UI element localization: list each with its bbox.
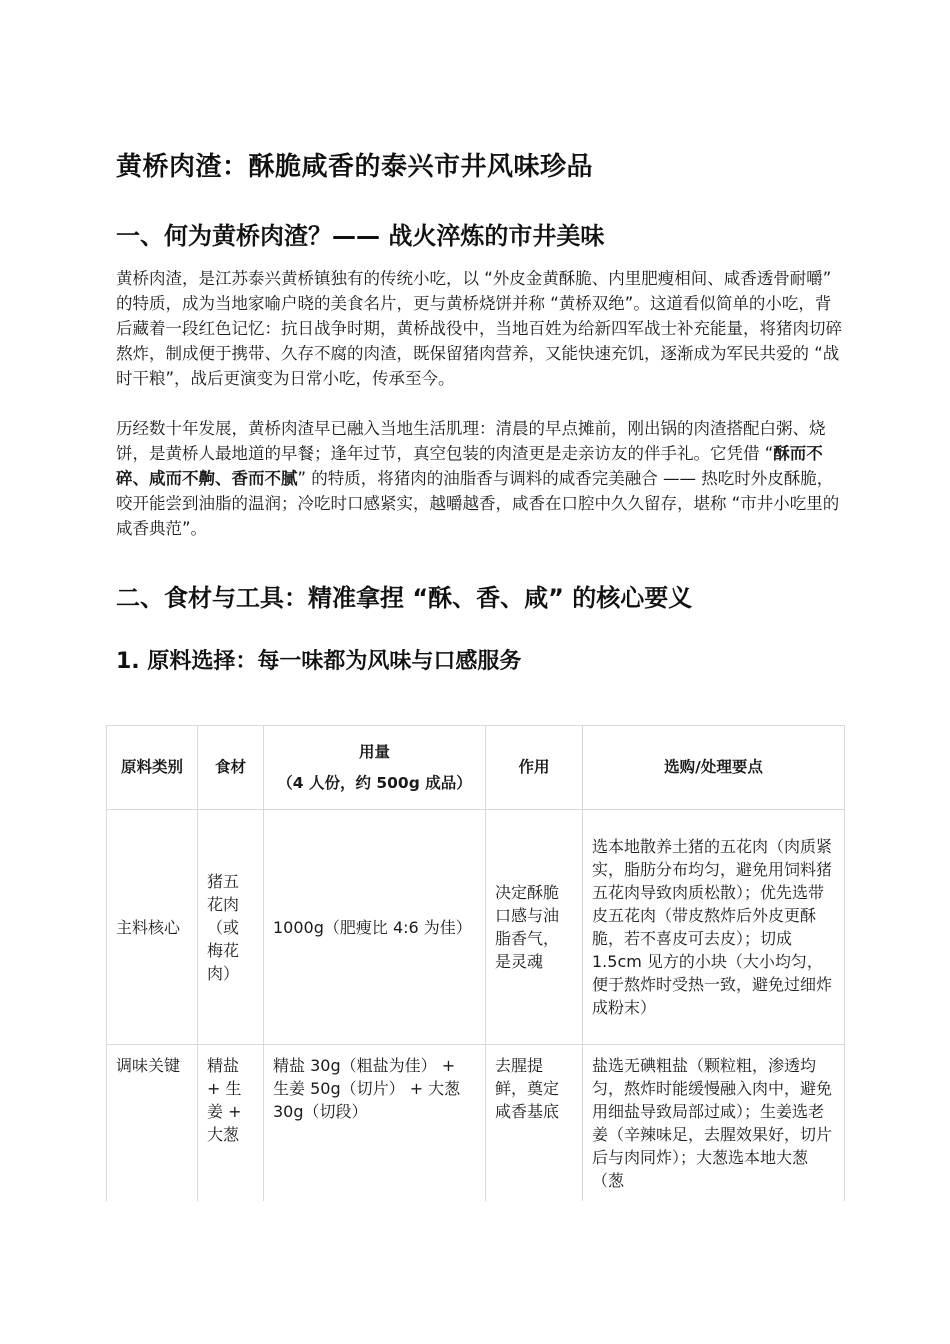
emphasis-text: 酥而不碎、咸而不齁、香而不腻 [116,444,823,488]
cell-ingredient: 猪五花肉（或梅花肉） [198,810,264,1045]
cell-amount: 1000g（肥瘦比 4:6 为佳） [264,810,486,1045]
cell-tips: 盐选无碘粗盐（颗粒粗，渗透均匀，熬炸时能缓慢融入肉中，避免用细盐导致局部过咸）；生姜选老姜（辛辣味足，去腥效果好，切片后与肉同炸）；大葱选本地大葱（葱 [583,1045,845,1235]
section1-paragraph-2 [116,416,844,541]
header-amount-line2: （4 人份，约 500g 成品） [277,773,472,792]
ingredient-table [106,725,845,1235]
paragraph-text: ” 的特质，将猪肉的油脂香与调料的咸香完美融合 —— 热吃时外皮酥脆，咬开能尝到油脂的温润；冷吃时口感紧实，越嚼越香，咸香在口腔中久久留存，堪称 “市井小吃里的咸香典范”。 [116,469,840,538]
cell-category: 调味关键 [107,1045,198,1235]
cell-amount: 精盐 30g（粗盐为佳） + 生姜 50g（切片） + 大葱 30g（切段） [264,1045,486,1235]
section1-paragraph-1: 黄桥肉渣，是江苏泰兴黄桥镇独有的传统小吃，以 “外皮金黄酥脆、内里肥瘦相间、咸香透骨耐嚼” 的特质，成为当地家喻户晓的美食名片，更与黄桥烧饼并称 “黄桥双绝”。这道看似简单的小吃，背后藏着一段红色记忆：抗日战争时期，黄桥战役中，当地百姓为给新四军战士补充能量，将猪肉切碎熬炸，制成便于携带、久存不腐的肉渣，既保留猪肉营养，又能快速充饥，逐渐成为军民共爱的 “战时干粮”，战后更演变为日常小吃，传承至今。 [116,269,842,388]
header-amount [264,726,486,810]
section2-heading: 二、食材与工具：精准拿捏 “酥、香、咸” 的核心要义 [116,584,693,612]
cell-ingredient: 精盐 + 生姜 + 大葱 [198,1045,264,1235]
header-tips: 选购/处理要点 [583,726,845,810]
cell-role: 决定酥脆口感与油脂香气，是灵魂 [486,810,583,1045]
cell-category: 主料核心 [107,810,198,1045]
header-amount-line1: 用量 [358,742,390,761]
header-category: 原料类别 [107,726,198,810]
table-header-row [107,726,845,810]
header-role: 作用 [486,726,583,810]
paragraph-text: 历经数十年发展，黄桥肉渣早已融入当地生活肌理：清晨的早点摊前，刚出锅的肉渣搭配白粥、烧饼，是黄桥人最地道的早餐；逢年过节，真空包装的肉渣更是走亲访友的伴手礼。它凭借 “ [116,419,826,463]
header-ingredient: 食材 [198,726,264,810]
cell-role: 去腥提鲜，奠定咸香基底 [486,1045,583,1235]
subsection-heading: 1. 原料选择：每一味都为风味与口感服务 [116,649,522,674]
section1-heading: 一、何为黄桥肉渣？—— 战火淬炼的市井美味 [116,222,605,250]
cell-tips: 选本地散养土猪的五花肉（肉质紧实，脂肪分布均匀，避免用饲料猪五花肉导致肉质松散）；优先选带皮五花肉（带皮熬炸后外皮更酥脆，若不喜皮可去皮）；切成 1.5cm 见方的小块（大小均匀，便于熬炸时受热一致，避免过细炸成粉末） [583,810,845,1045]
page-bottom-margin [0,1201,950,1344]
table-row [107,810,845,1045]
page-title: 黄桥肉渣：酥脆咸香的泰兴市井风味珍品 [116,152,594,182]
